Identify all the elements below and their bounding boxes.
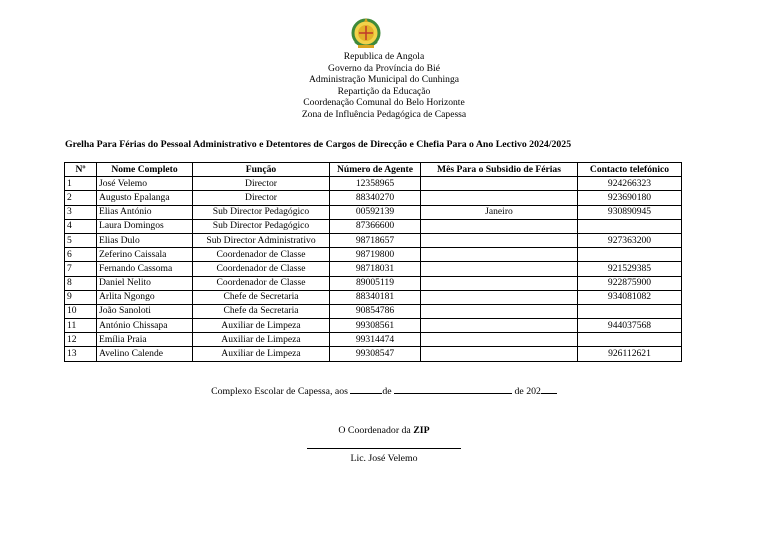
cell-agent-number: 99308547 (330, 347, 421, 361)
cell-name: João Sanoloti (97, 304, 193, 318)
column-header-vacation-month: Mês Para o Subsidio de Férias (421, 163, 578, 177)
cell-function: Director (193, 191, 330, 205)
column-header-name: Nome Completo (97, 163, 193, 177)
header-line-province: Governo da Província do Bié (328, 62, 440, 74)
cell-number: 3 (65, 205, 97, 219)
cell-name: Fernando Cassoma (97, 262, 193, 276)
cell-vacation-month (421, 319, 578, 333)
table-row (65, 290, 682, 304)
table-row (65, 248, 682, 262)
cell-vacation-month: Janeiro (421, 205, 578, 219)
cell-number: 5 (65, 233, 97, 247)
cell-name: José Velemo (97, 177, 193, 191)
cell-agent-number: 90854786 (330, 304, 421, 318)
table-row (65, 276, 682, 290)
cell-number: 4 (65, 219, 97, 233)
cell-phone: 927363200 (578, 233, 682, 247)
cell-agent-number: 98719800 (330, 248, 421, 262)
cell-number: 2 (65, 191, 97, 205)
cell-function: Chefe da Secretaria (193, 304, 330, 318)
cell-function: Sub Director Administrativo (193, 233, 330, 247)
cell-number: 1 (65, 177, 97, 191)
cell-function: Sub Director Pedagógico (193, 205, 330, 219)
cell-function: Auxiliar de Limpeza (193, 333, 330, 347)
table-row (65, 233, 682, 247)
cell-phone (578, 304, 682, 318)
cell-vacation-month (421, 304, 578, 318)
cell-number: 7 (65, 262, 97, 276)
column-header-function: Função (193, 163, 330, 177)
table-header-row (65, 163, 682, 177)
year-blank (541, 384, 557, 394)
cell-name: Augusto Epalanga (97, 191, 193, 205)
cell-name: Daniel Nelito (97, 276, 193, 290)
cell-vacation-month (421, 290, 578, 304)
cell-agent-number: 98718031 (330, 262, 421, 276)
cell-number: 8 (65, 276, 97, 290)
header-line-coordination: Coordenação Comunal do Belo Horizonte (303, 97, 465, 109)
angola-coat-of-arms-icon (348, 18, 384, 52)
cell-function: Coordenador de Classe (193, 248, 330, 262)
cell-phone: 926112621 (578, 347, 682, 361)
cell-function: Sub Director Pedagógico (193, 219, 330, 233)
table-row (65, 333, 682, 347)
cell-name: Laura Domingos (97, 219, 193, 233)
signature-line (307, 448, 461, 449)
place-date-prefix: Complexo Escolar de Capessa, aos (211, 386, 348, 397)
cell-phone: 924266323 (578, 177, 682, 191)
cell-agent-number: 89005119 (330, 276, 421, 290)
cell-agent-number: 00592139 (330, 205, 421, 219)
header-line-zone: Zona de Influência Pedagógica de Capessa (301, 108, 467, 120)
column-header-agent-number: Número de Agente (330, 163, 421, 177)
cell-function: Chefe de Secretaria (193, 290, 330, 304)
cell-number: 6 (65, 248, 97, 262)
header-line-municipal: Administração Municipal do Cunhinga (308, 74, 459, 86)
month-blank (394, 384, 512, 394)
cell-name: Arlita Ngongo (97, 290, 193, 304)
table-row (65, 177, 682, 191)
cell-name: Elias António (97, 205, 193, 219)
cell-vacation-month (421, 262, 578, 276)
table-row (65, 347, 682, 361)
cell-agent-number: 12358965 (330, 177, 421, 191)
cell-name: António Chissapa (97, 319, 193, 333)
cell-number: 12 (65, 333, 97, 347)
cell-phone (578, 219, 682, 233)
cell-agent-number: 99314474 (330, 333, 421, 347)
cell-name: Avelino Calende (97, 347, 193, 361)
cell-vacation-month (421, 177, 578, 191)
cell-number: 11 (65, 319, 97, 333)
table-row (65, 219, 682, 233)
header-line-education: Repartição da Educação (337, 85, 431, 97)
coordinator-title (0, 425, 768, 436)
cell-function: Coordenador de Classe (193, 262, 330, 276)
de-label-1: de (382, 386, 392, 397)
cell-agent-number: 88340181 (330, 290, 421, 304)
document-header (0, 51, 768, 121)
cell-vacation-month (421, 233, 578, 247)
cell-vacation-month (421, 248, 578, 262)
cell-vacation-month (421, 219, 578, 233)
cell-agent-number: 87366600 (330, 219, 421, 233)
cell-phone: 944037568 (578, 319, 682, 333)
document-title: Grelha Para Férias do Pessoal Administrativo e Detentores de Cargos de Direcção e Chefia Para o Ano Lectivo 2024/2025 (65, 139, 572, 150)
cell-phone: 930890945 (578, 205, 682, 219)
cell-agent-number: 99308561 (330, 319, 421, 333)
cell-number: 13 (65, 347, 97, 361)
cell-number: 9 (65, 290, 97, 304)
table-row (65, 319, 682, 333)
cell-vacation-month (421, 191, 578, 205)
table-row (65, 262, 682, 276)
cell-agent-number: 98718657 (330, 233, 421, 247)
coordinator-org: ZIP (413, 425, 430, 436)
header-line-republic: Republica de Angola (343, 51, 425, 62)
cell-phone: 921529385 (578, 262, 682, 276)
table-row (65, 191, 682, 205)
column-header-number: Nº (65, 163, 97, 177)
table-row (65, 304, 682, 318)
cell-agent-number: 88340270 (330, 191, 421, 205)
cell-phone: 923690180 (578, 191, 682, 205)
place-date-line (0, 384, 768, 397)
de-label-2: de 202 (514, 386, 541, 397)
cell-name: Elias Dulo (97, 233, 193, 247)
column-header-phone: Contacto telefónico (578, 163, 682, 177)
day-blank (350, 384, 382, 394)
cell-phone: 934081082 (578, 290, 682, 304)
cell-function: Coordenador de Classe (193, 276, 330, 290)
cell-phone (578, 333, 682, 347)
cell-name: Zeferino Caissala (97, 248, 193, 262)
table-row (65, 205, 682, 219)
cell-name: Emília Praia (97, 333, 193, 347)
cell-number: 10 (65, 304, 97, 318)
signatory-name: Lic. José Velemo (350, 453, 418, 464)
cell-function: Auxiliar de Limpeza (193, 347, 330, 361)
cell-vacation-month (421, 276, 578, 290)
vacation-table (64, 162, 682, 362)
coordinator-prefix: O Coordenador da (338, 425, 411, 436)
cell-function: Auxiliar de Limpeza (193, 319, 330, 333)
cell-vacation-month (421, 347, 578, 361)
cell-phone (578, 248, 682, 262)
cell-vacation-month (421, 333, 578, 347)
cell-phone: 922875900 (578, 276, 682, 290)
table-body (65, 177, 682, 361)
cell-function: Director (193, 177, 330, 191)
